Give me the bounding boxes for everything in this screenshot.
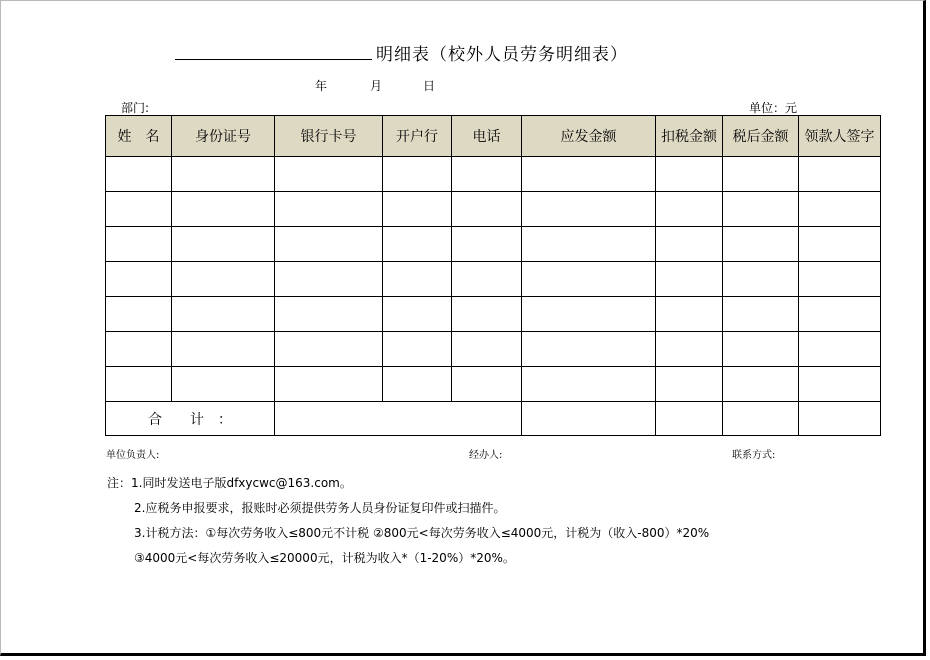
table-cell[interactable]	[106, 192, 172, 227]
table-row	[106, 332, 881, 367]
table-cell[interactable]	[656, 332, 723, 367]
total-cell[interactable]	[723, 402, 799, 436]
table-cell[interactable]	[522, 262, 656, 297]
table-cell[interactable]	[106, 297, 172, 332]
table-cell[interactable]	[656, 157, 723, 192]
table-cell[interactable]	[172, 227, 275, 262]
total-cell[interactable]	[275, 402, 522, 436]
table-cell[interactable]	[723, 227, 799, 262]
table-row	[106, 297, 881, 332]
table-cell[interactable]	[799, 157, 881, 192]
table-cell[interactable]	[383, 157, 452, 192]
table-cell[interactable]	[723, 262, 799, 297]
table-cell[interactable]	[522, 227, 656, 262]
table-cell[interactable]	[522, 297, 656, 332]
table-cell[interactable]	[799, 262, 881, 297]
date-month-label: 月	[370, 79, 383, 93]
table-cell[interactable]	[522, 157, 656, 192]
table-cell[interactable]	[106, 157, 172, 192]
form-title: 明细表（校外人员劳务明细表）	[376, 45, 628, 65]
table-cell[interactable]	[656, 367, 723, 402]
table-cell[interactable]	[383, 297, 452, 332]
table-cell[interactable]	[452, 262, 522, 297]
table-cell[interactable]	[522, 332, 656, 367]
table-cell[interactable]	[275, 262, 383, 297]
table-cell[interactable]	[452, 297, 522, 332]
contact-label: 联系方式:	[732, 450, 776, 461]
table-row	[106, 192, 881, 227]
table-cell[interactable]	[723, 332, 799, 367]
table-header-row	[106, 116, 881, 157]
table-cell[interactable]	[275, 157, 383, 192]
table-cell[interactable]	[799, 297, 881, 332]
note-line-2: 2.应税务申报要求，报账时必须提供劳务人员身份证复印件或扫描件。	[134, 501, 506, 515]
header-bank-branch: 开户行	[383, 116, 452, 157]
header-id-number: 身份证号	[172, 116, 275, 157]
table-cell[interactable]	[172, 367, 275, 402]
person-in-charge-label: 单位负责人:	[106, 450, 160, 461]
table-cell[interactable]	[522, 192, 656, 227]
table-cell[interactable]	[799, 192, 881, 227]
table-cell[interactable]	[799, 367, 881, 402]
header-tax-amount: 扣税金额	[656, 116, 723, 157]
header-gross-amount: 应发金额	[522, 116, 656, 157]
table-cell[interactable]	[275, 227, 383, 262]
table-cell[interactable]	[383, 367, 452, 402]
table-cell[interactable]	[723, 192, 799, 227]
date-day-label: 日	[423, 79, 436, 93]
total-row	[106, 402, 881, 436]
table-cell[interactable]	[275, 297, 383, 332]
table-row	[106, 262, 881, 297]
table-cell[interactable]	[799, 227, 881, 262]
table-cell[interactable]	[452, 157, 522, 192]
table-cell[interactable]	[275, 367, 383, 402]
date-year-label: 年	[315, 79, 328, 93]
header-recipient-signature: 领款人签字	[799, 116, 881, 157]
table-cell[interactable]	[275, 192, 383, 227]
header-phone: 电话	[452, 116, 522, 157]
table-cell[interactable]	[656, 297, 723, 332]
table-row	[106, 367, 881, 402]
total-cell[interactable]	[799, 402, 881, 436]
table-row	[106, 227, 881, 262]
table-cell[interactable]	[383, 262, 452, 297]
note-line-1: 注：1.同时发送电子版dfxycwc@163.com。	[107, 476, 352, 490]
table-cell[interactable]	[723, 297, 799, 332]
labor-detail-table	[105, 115, 881, 436]
table-cell[interactable]	[656, 227, 723, 262]
table-cell[interactable]	[723, 157, 799, 192]
header-bank-card: 银行卡号	[275, 116, 383, 157]
table-cell[interactable]	[656, 192, 723, 227]
table-cell[interactable]	[106, 332, 172, 367]
table-cell[interactable]	[172, 297, 275, 332]
note-line-3: 3.计税方法：①每次劳务收入≤800元不计税 ②800元<每次劳务收入≤4000元，计税为（收入-800）*20%	[134, 526, 710, 540]
table-cell[interactable]	[172, 157, 275, 192]
table-cell[interactable]	[106, 367, 172, 402]
table-cell[interactable]	[172, 192, 275, 227]
header-net-amount: 税后金额	[723, 116, 799, 157]
unit-label: 单位：元	[749, 101, 798, 115]
table-cell[interactable]	[452, 332, 522, 367]
table-cell[interactable]	[522, 367, 656, 402]
table-cell[interactable]	[383, 332, 452, 367]
department-label: 部门:	[121, 101, 150, 115]
table-cell[interactable]	[723, 367, 799, 402]
total-label: 合 计 ：	[106, 402, 275, 436]
table-cell[interactable]	[452, 367, 522, 402]
table-cell[interactable]	[275, 332, 383, 367]
table-cell[interactable]	[656, 262, 723, 297]
total-cell[interactable]	[522, 402, 656, 436]
table-cell[interactable]	[172, 332, 275, 367]
total-cell[interactable]	[656, 402, 723, 436]
title-blank-line	[175, 59, 372, 60]
table-cell[interactable]	[172, 262, 275, 297]
table-cell[interactable]	[799, 332, 881, 367]
table-cell[interactable]	[383, 192, 452, 227]
table-cell[interactable]	[452, 192, 522, 227]
header-name: 姓 名	[106, 116, 172, 157]
table-row	[106, 157, 881, 192]
table-cell[interactable]	[106, 262, 172, 297]
note-line-4: ③4000元<每次劳务收入≤20000元，计税为收入*（1-20%）*20%。	[134, 551, 515, 565]
handler-label: 经办人:	[469, 450, 503, 461]
table-cell[interactable]	[106, 227, 172, 262]
table-cell[interactable]	[452, 227, 522, 262]
table-cell[interactable]	[383, 227, 452, 262]
